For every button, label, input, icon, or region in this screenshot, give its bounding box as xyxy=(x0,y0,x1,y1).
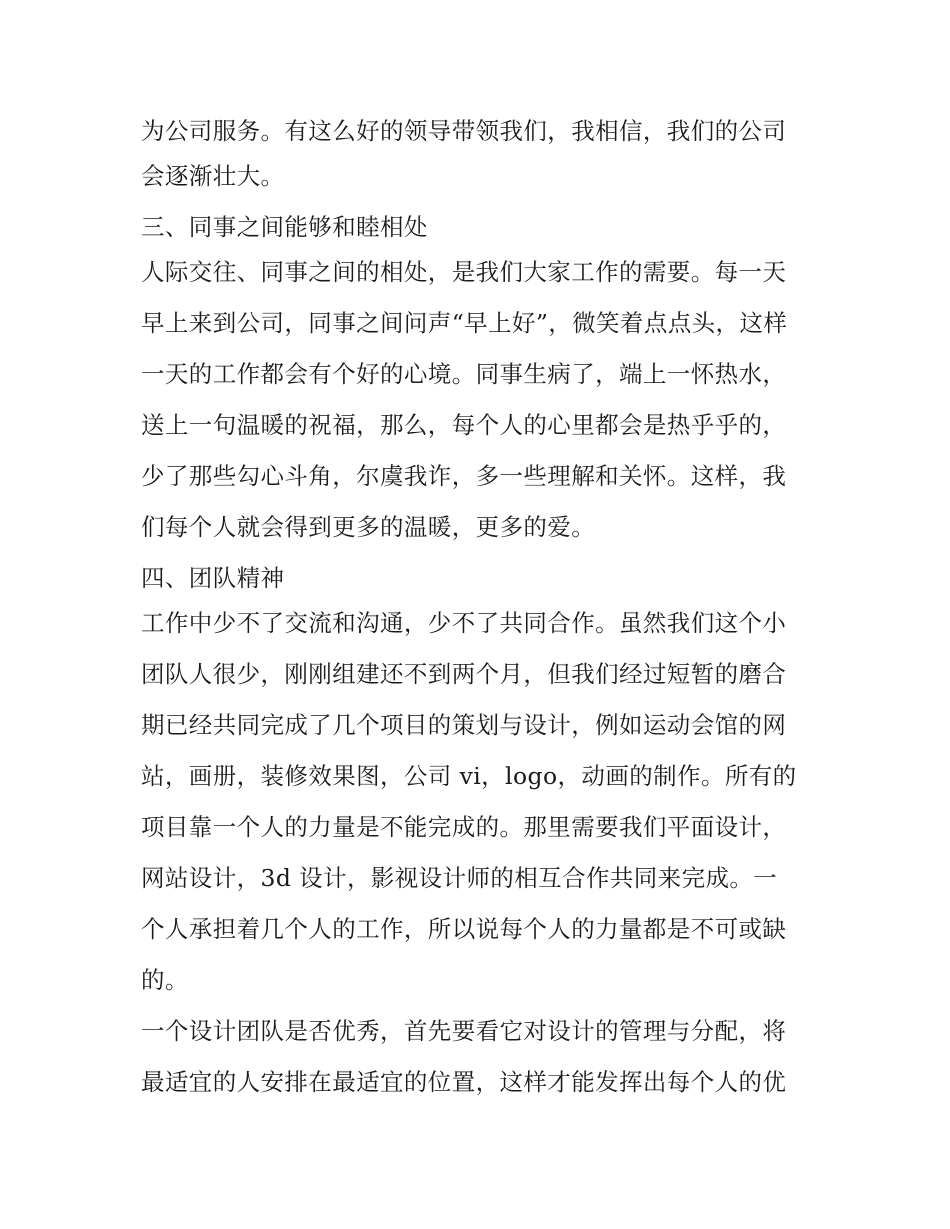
text-line: 早上来到公司，同事之间问声“早上好”，微笑着点点头，这样 xyxy=(141,309,788,337)
text-line: 工作中少不了交流和沟通，少不了共同合作。虽然我们这个小 xyxy=(141,609,787,637)
text-line: 的。 xyxy=(141,966,189,994)
text-line: 期已经共同完成了几个项目的策划与设计，例如运动会馆的网 xyxy=(141,711,787,739)
text-line: 团队人很少，刚刚组建还不到两个月，但我们经过短暂的磨合 xyxy=(141,660,787,688)
text-line: 最适宜的人安排在最适宜的位置，这样才能发挥出每个人的优 xyxy=(141,1068,787,1096)
text-line: 网站设计，3d 设计，影视设计师的相互合作共同来完成。一 xyxy=(141,864,778,892)
text-line: 一个设计团队是否优秀，首先要看它对设计的管理与分配，将 xyxy=(141,1017,787,1045)
text-line: 一天的工作都会有个好的心境。同事生病了，端上一怀热水， xyxy=(141,360,787,388)
text-line: 人际交往、同事之间的相处，是我们大家工作的需要。每一天 xyxy=(141,258,787,286)
text-line: 送上一句温暖的祝福，那么，每个人的心里都会是热乎乎的， xyxy=(141,411,787,439)
section-heading: 三、同事之间能够和睦相处 xyxy=(141,213,428,241)
text-line: 个人承担着几个人的工作，所以说每个人的力量都是不可或缺 xyxy=(141,915,787,943)
text-line: 站，画册，装修效果图，公司 vi，logo，动画的制作。所有的 xyxy=(141,762,797,790)
text-line: 们每个人就会得到更多的温暖，更多的爱。 xyxy=(141,513,596,541)
document-body xyxy=(141,106,821,1108)
text-line: 项目靠一个人的力量是不能完成的。那里需要我们平面设计， xyxy=(141,813,787,841)
text-line: 为公司服务。有这么好的领导带领我们，我相信，我们的公司 xyxy=(141,117,787,145)
text-line: 少了那些勾心斗角，尔虞我诈，多一些理解和关怀。这样，我 xyxy=(141,462,787,490)
text-line: 会逐渐壮大。 xyxy=(141,162,285,190)
section-heading: 四、团队精神 xyxy=(141,564,285,592)
